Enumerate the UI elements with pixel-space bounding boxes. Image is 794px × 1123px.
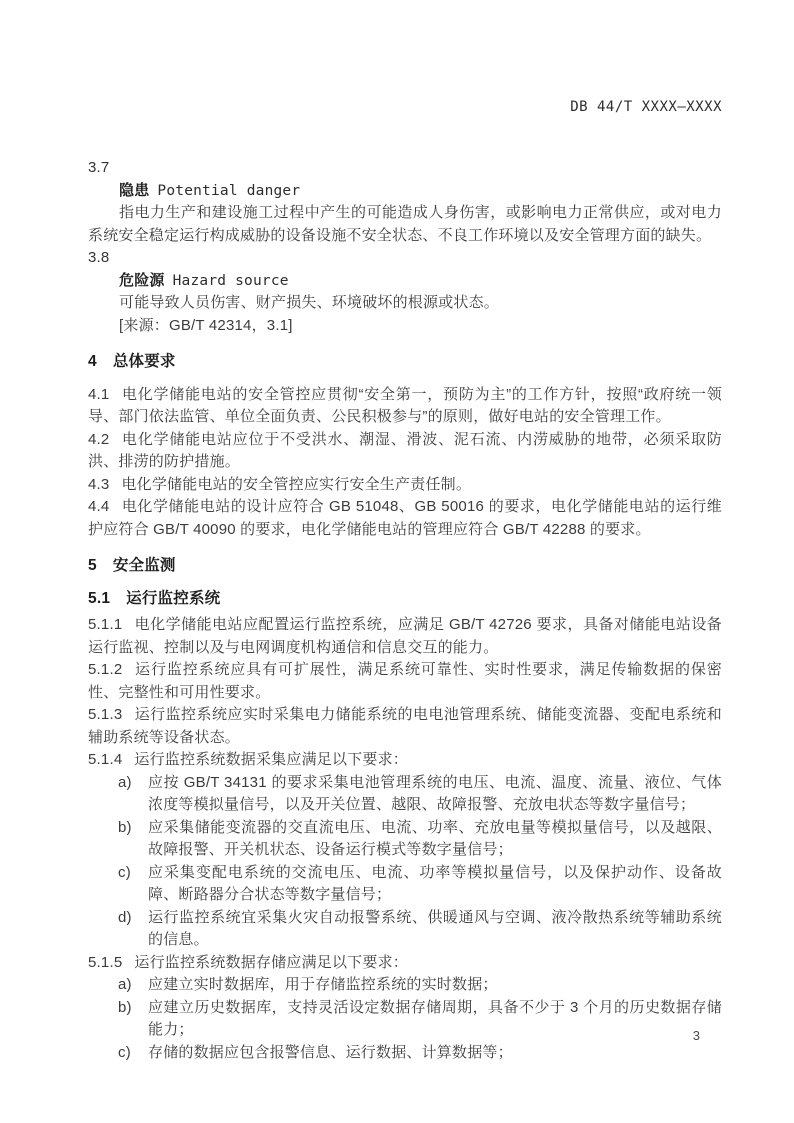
clause-number: 4: [88, 353, 97, 370]
list-marker: a): [118, 976, 132, 993]
block-text: 应采集变配电系统的交流电压、电流、功率等模拟量信号，以及保护动作、设备故障、断路器分合状态等数字量信号；: [148, 863, 722, 903]
clause-number: 4.2: [88, 430, 110, 448]
block-text: 可能导致人员伤害、财产损失、环境破坏的根源或状态。: [119, 294, 500, 311]
list-marker: a): [118, 773, 132, 791]
numbered-clause-paragraph: [88, 474, 722, 497]
numbered-clause-paragraph: [88, 496, 722, 541]
list-item: [88, 907, 722, 952]
numbered-clause-paragraph: [88, 614, 722, 659]
list-item: [88, 772, 722, 817]
section-heading: [88, 351, 722, 374]
subsection-heading: [88, 588, 722, 611]
block-text: 运行监控系统数据采集应满足以下要求：: [134, 751, 408, 768]
numbered-clause-paragraph: [88, 952, 722, 975]
block-text: 运行监控系统应具有可扩展性，满足系统可靠性、实时性要求，满足传输数据的保密性、完整性和可用性要求。: [88, 661, 722, 701]
list-marker: b): [118, 998, 132, 1016]
block-text: 应建立历史数据库，支持灵活设定数据存储周期，具备不少于 3 个月的历史数据存储能力；: [148, 998, 722, 1038]
block-text: 电化学储能电站的安全管控应贯彻“安全第一，预防为主”的工作方针，按照“政府统一领导、部门依法监管、单位全面负责、公民积极参与”的原则，做好电站的安全管理工作。: [88, 385, 722, 425]
block-text: 指电力生产和建设施工过程中产生的可能造成人身伤害，或影响电力正常供应，或对电力系统安全稳定运行构成威胁的设备设施不安全状态、不良工作环境以及安全管理方面的缺失。: [88, 204, 722, 244]
list-marker: c): [118, 1043, 131, 1061]
block-text: 运行监控系统应实时采集电力储能系统的电电池管理系统、储能变流器、变配电系统和辅助系统等设备状态。: [88, 706, 722, 746]
heading-text: 安全监测: [112, 557, 176, 574]
list-marker: d): [118, 908, 132, 926]
clause-number: 4.1: [88, 385, 110, 403]
term-heading: [88, 270, 722, 293]
block-text: 应按 GB/T 34131 的要求采集电池管理系统的电压、电流、温度、流量、液位、气体浓度等模拟量信号，以及开关位置、越限、故障报警、充放电状态等数字量信号；: [148, 773, 722, 813]
list-item: [88, 817, 722, 862]
clause-number: 5.1.3: [88, 706, 123, 723]
block-text: 电化学储能电站的设计应符合 GB 51048、GB 50016 的要求，电化学储能电站的运行维护应符合 GB/T 40090 的要求，电化学储能电站的管理应符合 GB/T 42288 的要求。: [88, 498, 722, 538]
list-item: [88, 1042, 722, 1065]
page-header: [0, 99, 722, 115]
section-heading: [88, 555, 722, 578]
term-en: Potential danger: [157, 182, 301, 199]
clause-number-line: [88, 247, 722, 270]
doc-number: DB 44/T XXXX—XXXX: [570, 99, 722, 115]
block-text: 电化学储能电站应位于不受洪水、潮湿、滑波、泥石流、内涝威胁的地带，必须采取防洪、排涝的防护措施。: [88, 430, 722, 470]
block-text: 3.8: [88, 249, 110, 266]
block-text: 应建立实时数据库，用于存储监控系统的实时数据；: [148, 976, 498, 993]
block-text: 电化学储能电站的安全管控应实行安全生产责任制。: [121, 475, 472, 493]
numbered-clause-paragraph: [88, 749, 722, 772]
block-text: 3.7: [88, 159, 110, 176]
numbered-clause-paragraph: [88, 659, 722, 704]
block-text: 运行监控系统数据存储应满足以下要求：: [134, 953, 408, 971]
list-item: [88, 974, 722, 997]
term-en: Hazard source: [172, 272, 289, 289]
term-zh: 危险源: [119, 271, 165, 289]
heading-text: 总体要求: [112, 353, 176, 370]
block-text: 运行监控系统宜采集火灾自动报警系统、供暖通风与空调、液冷散热系统等辅助系统的信息。: [148, 908, 722, 948]
list-marker: b): [118, 818, 132, 836]
clause-number: 5.1.2: [88, 661, 123, 678]
heading-text: 运行监控系统: [126, 589, 221, 607]
paragraph: [88, 292, 722, 315]
clause-number: 4.3: [88, 475, 110, 493]
block-text: [来源：GB/T 42314，3.1]: [119, 316, 293, 334]
clause-number: 5.1.5: [88, 953, 123, 971]
block-text: 应采集储能变流器的交直流电压、电流、功率、充放电量等模拟量信号，以及越限、故障报警、开关机状态、设备运行模式等数字量信号；: [148, 818, 722, 858]
numbered-clause-paragraph: [88, 384, 722, 429]
clause-number: 4.4: [88, 498, 110, 515]
list-item: [88, 862, 722, 907]
clause-number: 5.1.4: [88, 751, 123, 768]
paragraph: [88, 315, 722, 338]
block-text: 存储的数据应包含报警信息、运行数据、计算数据等；: [148, 1043, 513, 1061]
list-marker: c): [118, 863, 131, 881]
numbered-clause-paragraph: [88, 429, 722, 474]
clause-number: 5.1.1: [88, 616, 123, 633]
clause-number: 5.1: [88, 589, 111, 607]
page-footer: [0, 1028, 700, 1043]
clause-number-line: [88, 157, 722, 180]
term-heading: [88, 180, 722, 203]
paragraph: [88, 202, 722, 247]
term-zh: 隐患: [119, 181, 150, 199]
block-text: 电化学储能电站应配置运行监控系统，应满足 GB/T 42726 要求，具备对储能电站设备运行监视、控制以及与电网调度机构通信和信息交互的能力。: [88, 616, 722, 656]
page-number: 3: [692, 1028, 700, 1043]
document-content: [88, 157, 722, 1064]
numbered-clause-paragraph: [88, 704, 722, 749]
clause-number: 5: [88, 557, 97, 574]
